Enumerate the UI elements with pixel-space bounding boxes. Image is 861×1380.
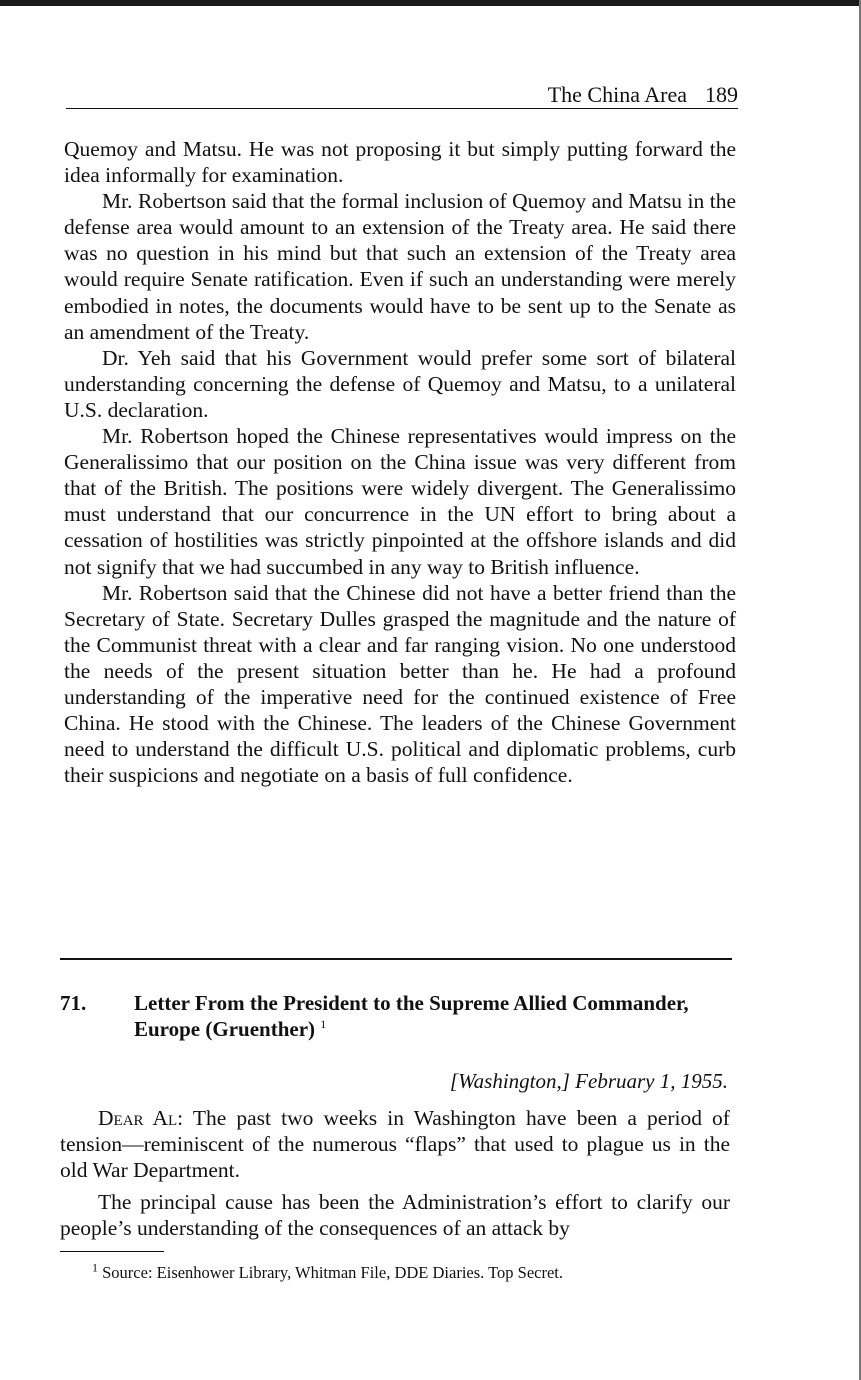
footnote <box>92 1262 732 1284</box>
footnote-marker: 1 <box>92 1260 98 1275</box>
document-title <box>134 990 694 1042</box>
document-number: 71. <box>60 991 87 1015</box>
letter-paragraph-text: The past two weeks in Washington have been a period of tension—reminiscent of the numerous “flaps” that used to plague us in the old War Department. <box>60 1106 730 1183</box>
running-head <box>66 82 738 108</box>
letter-body <box>60 1105 730 1241</box>
salutation: Dear Al: <box>98 1106 184 1130</box>
paragraph: Dr. Yeh said that his Government would prefer some sort of bilateral understanding concerning the defense of Quemoy and Matsu, to a unilateral U.S. declaration. <box>64 345 736 422</box>
footnote-rule <box>60 1251 164 1252</box>
dateline: [Washington,] February 1, 1955. <box>449 1069 728 1093</box>
paragraph: Mr. Robertson said that the formal inclusion of Quemoy and Matsu in the defense area would amount to an extension of the Treaty area. He said there was no question in his mind but that such an extension of the Treaty area would require Senate ratification. Even if such an understanding were merely embodied in notes, the documents would have to be sent up to the Senate as an amendment of the Treaty. <box>64 189 736 344</box>
document-title-text: Letter From the President to the Supreme Allied Commander, Europe (Gruenther) <box>134 991 689 1041</box>
paragraph: Mr. Robertson said that the Chinese did not have a better friend than the Secretary of State. Secretary Dulles grasped the magnitude and the nature of the Communist threat with a clear and far ranging vision. No one understood the needs of the present situation better than he. He had a profound understanding of the imperative need for the continued existence of Free China. He stood with the Chinese. The leaders of the Chinese Government need to understand the difficult U.S. political and diplomatic problems, curb their suspicions and negotiate on a basis of full confidence. <box>64 580 736 788</box>
page-number: 189 <box>705 82 738 107</box>
running-head-rule <box>66 108 738 109</box>
paragraph-continuation: Quemoy and Matsu. He was not proposing it but simply putting forward the idea informally for examination. <box>64 137 736 188</box>
section-divider <box>60 958 732 960</box>
body-text <box>64 136 736 788</box>
paragraph: Mr. Robertson hoped the Chinese representatives would impress on the Generalissimo that our position on the China issue was very different from that of the British. The positions were widely divergent. The Generalissimo must understand that our concurrence in the UN effort to bring about a cessation of hostilities was strictly pinpointed at the offshore islands and did not signify that we had succumbed in any way to British influence. <box>64 424 736 579</box>
running-head-title: The China Area <box>547 82 687 107</box>
letter-paragraph <box>60 1105 730 1183</box>
letter-paragraph: The principal cause has been the Administration’s effort to clarify our people’s understanding of the consequences of an attack by <box>60 1190 730 1241</box>
footnote-reference[interactable]: 1 <box>320 1017 327 1031</box>
footnote-text: Source: Eisenhower Library, Whitman File, DDE Diaries. Top Secret. <box>102 1263 564 1282</box>
